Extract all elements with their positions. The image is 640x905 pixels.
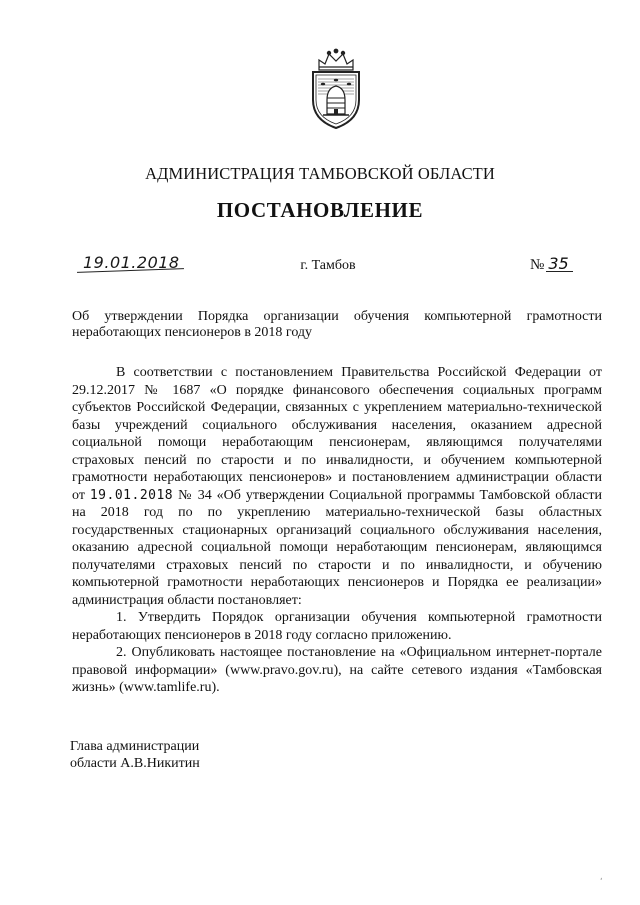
- document-subject: Об утверждении Порядка организации обучения компьютерной грамотности неработающих пенсионеров в 2018 году: [72, 309, 602, 340]
- body-paragraph-2: 1. Утвердить Порядок организации обучения компьютерной грамотности неработающих пенсионеров в 2018 году согласно приложению.: [72, 610, 602, 643]
- document-type-title: ПОСТАНОВЛЕНИЕ: [216, 198, 424, 222]
- organization-name: АДМИНИСТРАЦИЯ ТАМБОВСКОЙ ОБЛАСТИ: [145, 164, 495, 183]
- document-number: [530, 254, 569, 274]
- body-paragraph-3: 2. Опубликовать настоящее постановление на «Официальном интернет-портале правовой информации» (www.pravo.gov.ru), на сайте сетевого издания «Тамбовская жизнь» (www.tamlife.ru).: [72, 645, 602, 695]
- document-body: [72, 364, 602, 697]
- tambov-coat-of-arms-icon: [305, 48, 367, 130]
- number-value: 35: [548, 254, 569, 273]
- body-paragraph-1: [72, 364, 602, 609]
- paragraph-1-end: № 34 «Об утверждении Социальной программы Тамбовской области на 2018 год по по укреплению материально-технической базы областных государственных стационарных организаций социального обслуживания населения, оказанию адресной социальной помощи неработающим пенсионерам, являющимся получателями страховых пенсий по старости и по инвалидности, и обучению компьютерной грамотности неработающих пенсионеров и Порядка ее реализации» администрация области постановляет:: [72, 487, 602, 608]
- corner-mark: ʹ: [600, 878, 603, 888]
- number-label: №: [530, 257, 545, 273]
- document-date: 19.01.2018: [83, 253, 180, 272]
- document-city: г. Тамбов: [300, 258, 356, 273]
- signature-block: [70, 738, 200, 772]
- signature-title: Глава администрации: [70, 739, 200, 754]
- paragraph-1-start: В соответствии с постановлением Правительства Российской Федерации от 29.12.2017 № 1687 «О порядке финансового обеспечения социальных программ субъектов Российской Федерации, связанных с укреплением материально-технической базы учреждений социального обслуживания населения, оказанием адресной социальной помощи неработающим пенсионерам, являющимся получателями страховых пенсий по старости и по инвалидности, и обучением компьютерной грамотности неработающих пенсионеров» и постановлением администрации области от: [72, 365, 602, 503]
- signature-name: области А.В.Никитин: [70, 756, 200, 771]
- handwritten-date: 19.01.2018: [89, 487, 174, 503]
